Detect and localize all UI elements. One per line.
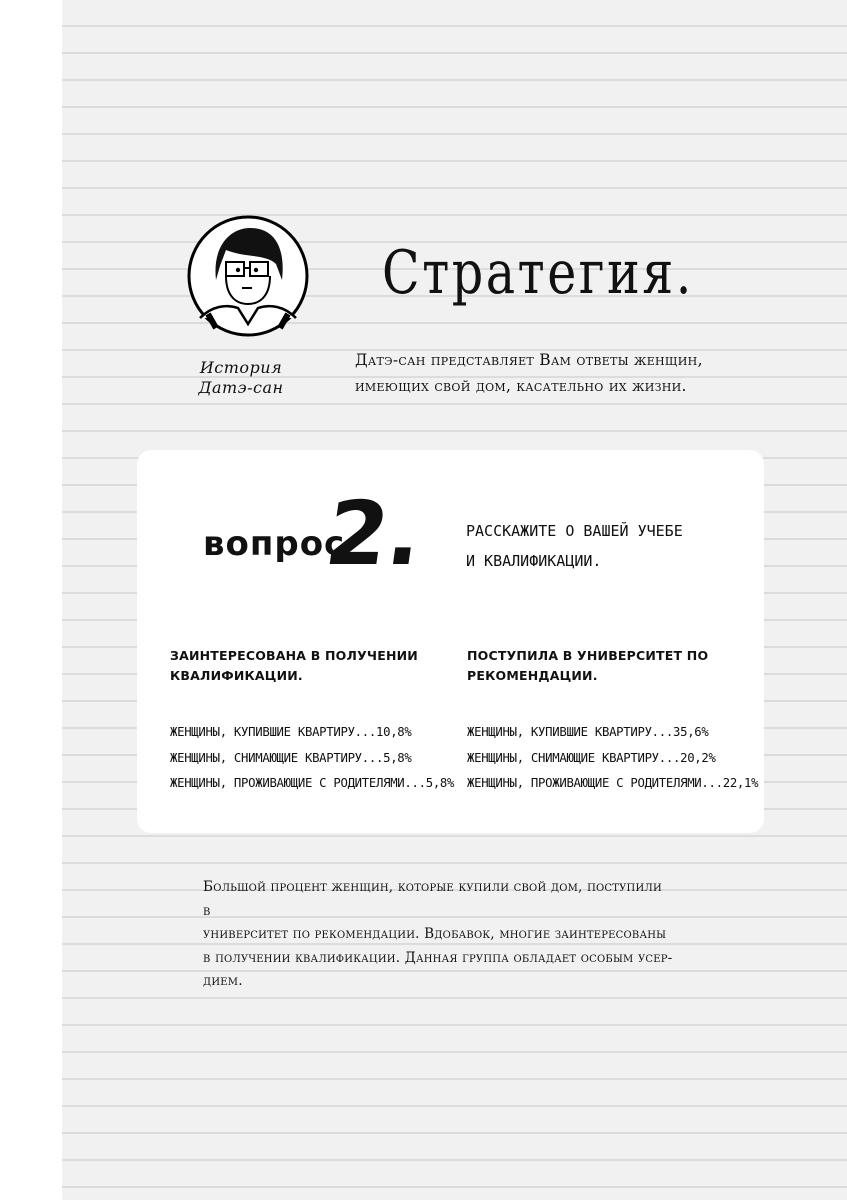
question-text bbox=[466, 516, 726, 576]
question-text-line-2: И КВАЛИФИКАЦИИ. bbox=[466, 552, 602, 570]
right-stat-renters: ЖЕНЩИНЫ, СНИМАЮЩИЕ КВАРТИРУ...20,2% bbox=[467, 750, 716, 765]
question-card bbox=[137, 450, 764, 833]
left-heading-line-1: ЗАИНТЕРЕСОВАНА В ПОЛУЧЕНИИ bbox=[170, 648, 418, 663]
conclusion-line-3: в получении квалификации. Данная группа обладает особым усер- bbox=[203, 949, 673, 966]
conclusion-line-2: университет по рекомендации. Вдобавок, многие заинтересованы bbox=[203, 926, 667, 942]
conclusion-line-1: Большой процент женщин, которые купили свой дом, поступили в bbox=[203, 879, 662, 919]
left-heading-line-2: КВАЛИФИКАЦИИ. bbox=[170, 668, 303, 683]
page-title: Стратегия. bbox=[382, 238, 694, 308]
question-number: 2. bbox=[319, 482, 429, 585]
right-heading-line-1: ПОСТУПИЛА В УНИВЕРСИТЕТ ПО bbox=[467, 648, 709, 663]
left-column-heading bbox=[170, 646, 470, 686]
left-stat-owners: ЖЕНЩИНЫ, КУПИВШИЕ КВАРТИРУ...10,8% bbox=[170, 725, 412, 739]
caption-line-2: Датэ-сан bbox=[198, 378, 284, 397]
right-column-heading bbox=[467, 646, 767, 686]
author-caption bbox=[196, 358, 286, 398]
right-stat-owners: ЖЕНЩИНЫ, КУПИВШИЕ КВАРТИРУ...35,6% bbox=[467, 725, 709, 739]
question-label: вопрос bbox=[203, 524, 346, 564]
intro-line-1: Датэ-сан представляет Вам ответы женщин, bbox=[355, 351, 703, 369]
question-text-line-1: РАССКАЖИТЕ О ВАШЕЙ УЧЕБЕ bbox=[466, 522, 683, 540]
right-answer-column bbox=[467, 646, 767, 797]
left-stat-with-parents: ЖЕНЩИНЫ, ПРОЖИВАЮЩИЕ С РОДИТЕЛЯМИ...5,8% bbox=[170, 776, 455, 790]
intro-text bbox=[355, 347, 775, 399]
right-stat-with-parents: ЖЕНЩИНЫ, ПРОЖИВАЮЩИЕ С РОДИТЕЛЯМИ...22,1% bbox=[467, 776, 759, 790]
left-answer-column bbox=[170, 646, 470, 797]
caption-line-1: История bbox=[199, 358, 283, 377]
right-heading-line-2: РЕКОМЕНДАЦИИ. bbox=[467, 668, 598, 683]
author-avatar-icon bbox=[186, 214, 310, 338]
left-stat-renters: ЖЕНЩИНЫ, СНИМАЮЩИЕ КВАРТИРУ...5,8% bbox=[170, 750, 412, 765]
intro-line-2: имеющих свой дом, касательно их жизни. bbox=[355, 377, 687, 395]
conclusion-line-4: дием. bbox=[203, 973, 243, 989]
conclusion-text bbox=[203, 876, 673, 994]
